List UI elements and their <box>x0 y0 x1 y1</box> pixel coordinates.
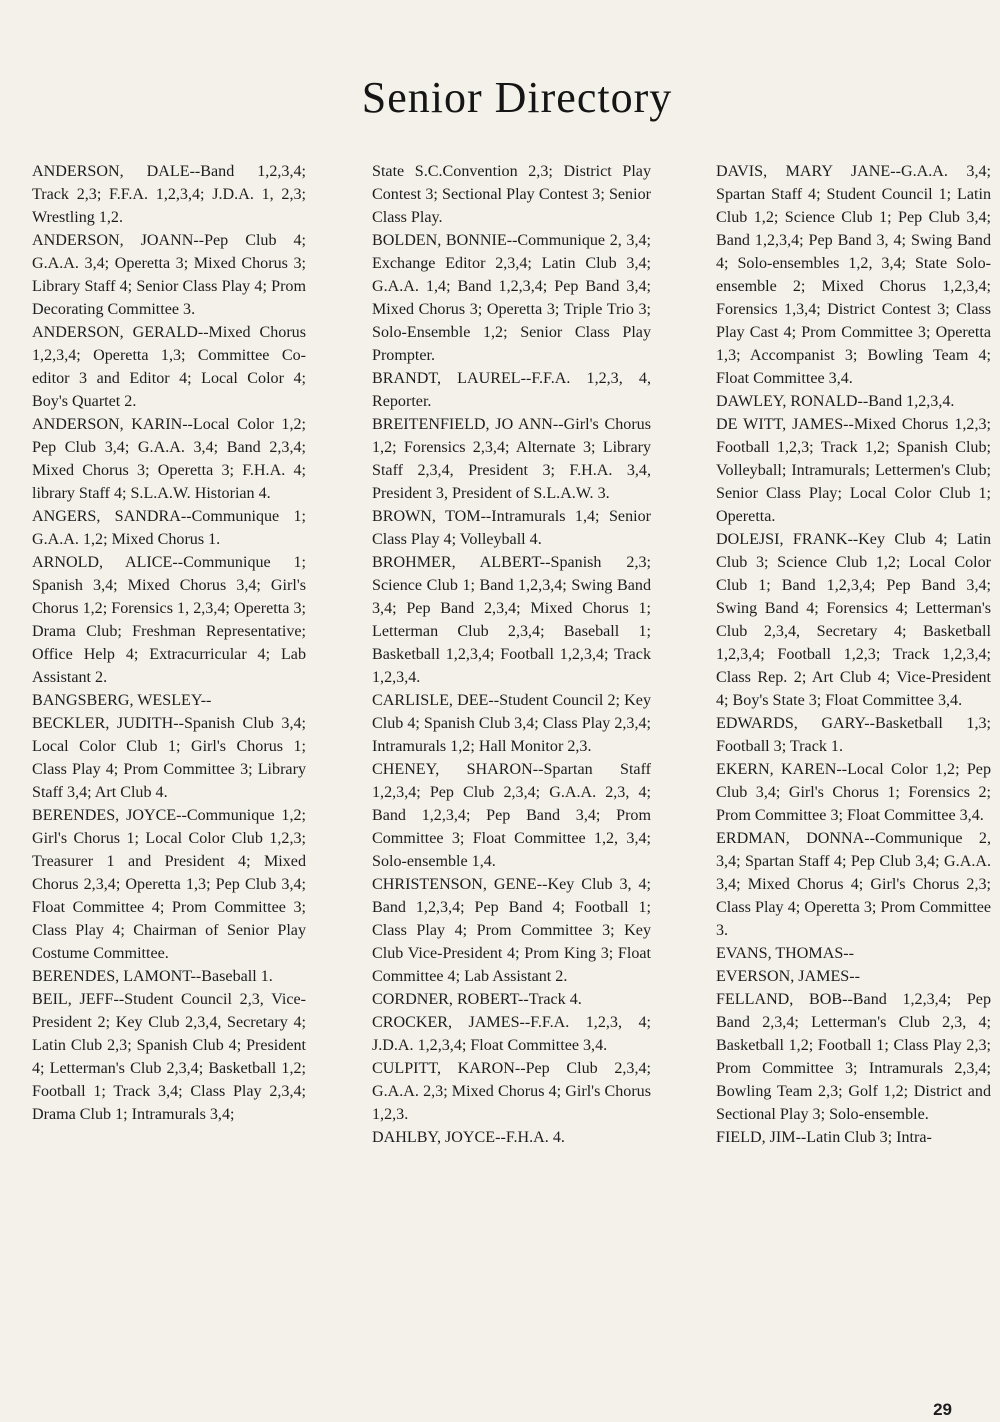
directory-entry: DAHLBY, JOYCE--F.H.A. 4. <box>372 1129 565 1146</box>
directory-entry: CARLISLE, DEE--Student Council 2; Key Club 4; Spanish Club 3,4; Class Play 2,3,4; Intramurals 1,2; Hall Monitor 2,3. <box>372 692 651 755</box>
directory-entry: ANDERSON, GERALD--Mixed Chorus 1,2,3,4; Operetta 1,3; Committee Co-editor 3 and Editor 4; Local Color 4; Boy's Quartet 2. <box>32 324 306 410</box>
directory-entry: DE WITT, JAMES--Mixed Chorus 1,2,3; Football 1,2,3; Track 1,2; Spanish Club; Volleyball; Intramurals; Lettermen's Club; Senior Class Play; Local Color Club 1; Operetta. <box>716 416 991 525</box>
directory-entry: FIELD, JIM--Latin Club 3; Intra- <box>716 1129 932 1146</box>
directory-entry: BERENDES, JOYCE--Communique 1,2; Girl's Chorus 1; Local Color Club 1,2,3; Treasurer 1 and President 4; Mixed Chorus 2,3,4; Operetta 1,3; Pep Club 3,4; Float Committee 4; Prom Committee 3; Class Play 4; Chairman of Senior Play Costume Committee. <box>32 807 306 962</box>
directory-entry: EKERN, KAREN--Local Color 1,2; Pep Club 3,4; Girl's Chorus 1; Forensics 2; Prom Committee 3; Float Committee 3,4. <box>716 761 991 824</box>
directory-entry: BROWN, TOM--Intramurals 1,4; Senior Class Play 4; Volleyball 4. <box>372 508 651 548</box>
directory-entry: BANGSBERG, WESLEY-- <box>32 692 212 709</box>
directory-entry: BERENDES, LAMONT--Baseball 1. <box>32 968 273 985</box>
directory-entry: EVERSON, JAMES-- <box>716 968 860 985</box>
directory-entry: ANDERSON, DALE--Band 1,2,3,4; Track 2,3; F.F.A. 1,2,3,4; J.D.A. 1, 2,3; Wrestling 1,2. <box>32 163 306 226</box>
directory-entry: CHENEY, SHARON--Spartan Staff 1,2,3,4; Pep Club 2,3,4; G.A.A. 2,3, 4; Band 1,2,3,4; Pep Band 3,4; Prom Committee 3; Float Committee 1,2, 3,4; Solo-ensemble 1,4. <box>372 761 651 870</box>
directory-entry: DAVIS, MARY JANE--G.A.A. 3,4; Spartan Staff 4; Student Council 1; Latin Club 1,2; Science Club 1; Pep Club 3,4; Band 1,2,3,4; Pep Band 3, 4; Swing Band 4; Solo-ensembles 1,2, 3,4; State Solo-ensemble 2; Mixed Chorus 1,2,3,4; Forensics 1,3,4; District Contest 3; Class Play Cast 4; Prom Committee 3; Operetta 1,3; Accompanist 3; Bowling Team 4; Float Committee 3,4. <box>716 163 991 387</box>
directory-entry: FELLAND, BOB--Band 1,2,3,4; Pep Band 2,3,4; Letterman's Club 2,3, 4; Basketball 1,2; Football 1; Class Play 2,3; Prom Committee 3; Intramurals 2,3,4; Bowling Team 2,3; Golf 1,2; District and Sectional Play 3; Solo-ensemble. <box>716 991 991 1123</box>
directory-entry: BEIL, JEFF--Student Council 2,3, Vice-President 2; Key Club 2,3,4, Secretary 4; Latin Club 2,3; Spanish Club 4; President 4; Letterman's Club 2,3,4; Basketball 1,2; Football 1; Track 3,4; Class Play 2,3,4; Drama Club 1; Intramurals 3,4; <box>32 991 306 1123</box>
directory-entry: DOLEJSI, FRANK--Key Club 4; Latin Club 3; Science Club 1,2; Local Color Club 1; Band 1,2,3,4; Pep Band 3,4; Swing Band 4; Forensics 4; Letterman's Club 2,3,4, Secretary 4; Basketball 1,2,3,4; Football 1,2,3; Track 1,2,3,4; Class Rep. 2; Art Club 4; Vice-President 4; Boy's State 3; Float Committee 3,4. <box>716 531 991 709</box>
directory-entry: EDWARDS, GARY--Basketball 1,3; Football 3; Track 1. <box>716 715 991 755</box>
directory-entry: ARNOLD, ALICE--Communique 1; Spanish 3,4; Mixed Chorus 3,4; Girl's Chorus 1,2; Forensics 1, 2,3,4; Operetta 3; Drama Club; Freshman Representative; Office Help 4; Extracurricular 4; Lab Assistant 2. <box>32 554 306 686</box>
directory-entry: EVANS, THOMAS-- <box>716 945 855 962</box>
directory-entry: DAWLEY, RONALD--Band 1,2,3,4. <box>716 393 955 410</box>
directory-column-1 <box>32 160 306 1126</box>
directory-entry: State S.C.Convention 2,3; District Play Contest 3; Sectional Play Contest 3; Senior Class Play. <box>372 163 651 226</box>
directory-entry: ANDERSON, KARIN--Local Color 1,2; Pep Club 3,4; G.A.A. 3,4; Band 2,3,4; Mixed Chorus 3; Operetta 3; F.H.A. 4; library Staff 4; S.L.A.W. Historian 4. <box>32 416 306 502</box>
directory-entry: CROCKER, JAMES--F.F.A. 1,2,3, 4; J.D.A. 1,2,3,4; Float Committee 3,4. <box>372 1014 651 1054</box>
page-title: Senior Directory <box>361 73 673 122</box>
directory-entry: ANDERSON, JOANN--Pep Club 4; G.A.A. 3,4; Operetta 3; Mixed Chorus 3; Library Staff 4; Senior Class Play 4; Prom Decorating Committee 3. <box>32 232 306 318</box>
directory-entry: BRANDT, LAUREL--F.F.A. 1,2,3, 4, Reporter. <box>372 370 651 410</box>
directory-entry: ANGERS, SANDRA--Communique 1; G.A.A. 1,2; Mixed Chorus 1. <box>32 508 306 548</box>
directory-entry: CHRISTENSON, GENE--Key Club 3, 4; Band 1,2,3,4; Pep Band 4; Football 1; Class Play 4; Prom Committee 3; Key Club Vice-President 4; Prom King 3; Float Committee 4; Lab Assistant 2. <box>372 876 651 985</box>
directory-column-3 <box>716 160 991 1149</box>
page-number: 29 <box>933 1400 952 1419</box>
directory-entry: BREITENFIELD, JO ANN--Girl's Chorus 1,2; Forensics 2,3,4; Alternate 3; Library Staff 2,3,4, President 3; F.H.A. 3,4, President 3, President of S.L.A.W. 3. <box>372 416 651 502</box>
directory-entry: CULPITT, KARON--Pep Club 2,3,4; G.A.A. 2,3; Mixed Chorus 4; Girl's Chorus 1,2,3. <box>372 1060 651 1123</box>
directory-entry: BECKLER, JUDITH--Spanish Club 3,4; Local Color Club 1; Girl's Chorus 1; Class Play 4; Prom Committee 3; Library Staff 3,4; Art Club 4. <box>32 715 306 801</box>
directory-entry: CORDNER, ROBERT--Track 4. <box>372 991 582 1008</box>
directory-entry: ERDMAN, DONNA--Communique 2, 3,4; Spartan Staff 4; Pep Club 3,4; G.A.A. 3,4; Mixed Chorus 4; Girl's Chorus 2,3; Class Play 4; Operetta 3; Prom Committee 3. <box>716 830 991 939</box>
directory-column-2 <box>372 160 651 1149</box>
directory-entry: BOLDEN, BONNIE--Communique 2, 3,4; Exchange Editor 2,3,4; Latin Club 3,4; G.A.A. 1,4; Band 1,2,3,4; Pep Band 3,4; Mixed Chorus 3; Operetta 3; Triple Trio 3; Solo-Ensemble 1,2; Senior Class Play Prompter. <box>372 232 651 364</box>
directory-entry: BROHMER, ALBERT--Spanish 2,3; Science Club 1; Band 1,2,3,4; Swing Band 3,4; Pep Band 2,3,4; Mixed Chorus 1; Letterman Club 2,3,4; Baseball 1; Basketball 1,2,3,4; Football 1,2,3,4; Track 1,2,3,4. <box>372 554 651 686</box>
